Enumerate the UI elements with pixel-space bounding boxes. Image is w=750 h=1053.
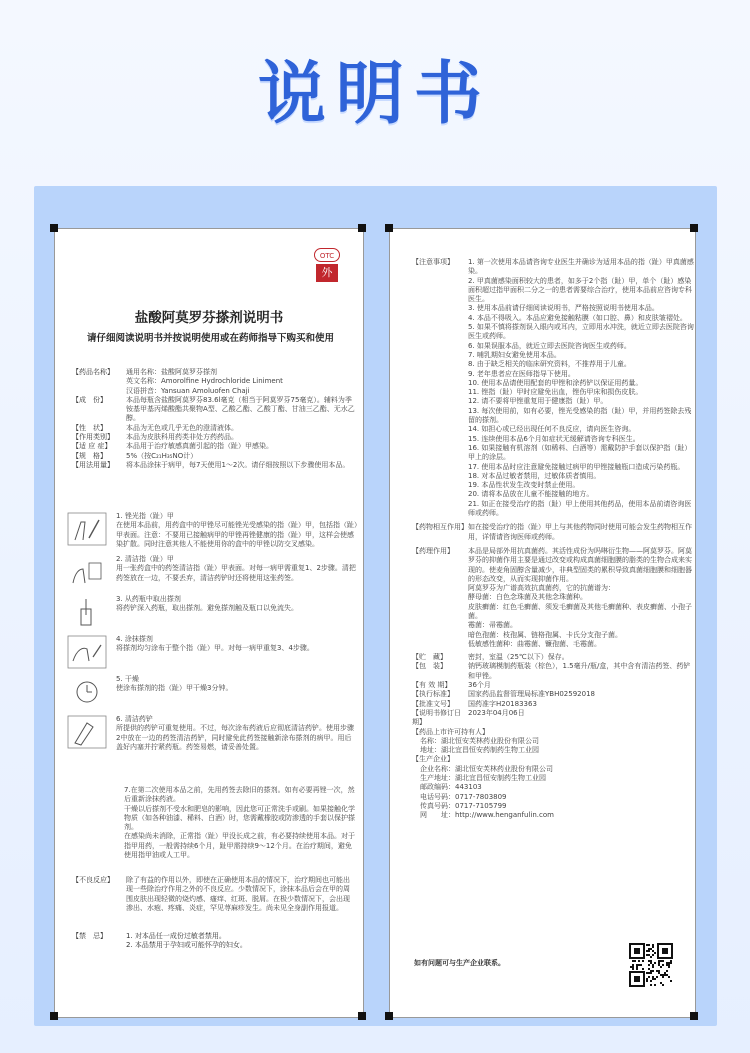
step-text <box>116 512 358 549</box>
precaution-item: 16. 如果接触有机溶剂（如稀料、白酒等）需戴防护手套以保护指（趾）甲上的涂层。 <box>468 443 692 462</box>
usage-step <box>66 555 358 589</box>
precaution-item: 11. 锉指（趾）甲时应避免出血，锉伤甲床和损伤皮肤。 <box>468 388 643 397</box>
manufacturer-line: 企业名称：湖北恒安芙林药业股份有限公司 <box>420 764 553 773</box>
precautions-label: 【注意事项】 <box>412 258 454 266</box>
precautions-value <box>468 258 694 518</box>
right-page-content <box>412 258 694 821</box>
precaution-item: 15. 连续使用本品6个月如症状无缓解请咨询专科医生。 <box>468 434 640 443</box>
package-value <box>468 662 694 681</box>
info-label: 【药品名称】 <box>72 368 114 376</box>
revision <box>412 709 694 728</box>
standard-value <box>468 690 694 699</box>
otc-badge <box>314 248 340 284</box>
info-row <box>72 396 356 424</box>
revision-text: 2023年04月06日 <box>468 708 525 717</box>
info-label: 【作用类别】 <box>72 433 114 442</box>
usage-step <box>66 715 358 752</box>
usage-step <box>66 512 358 549</box>
adverse-text: 除了有益的作用以外，即使在正确使用本品的情况下，治疗期间也可能出现一些除治疗作用之外的不良反应。少数情况下，涂抹本品后会在甲的周围皮肤出现轻微的烧灼感、瘙痒、红斑、脱屑。在极少数情况下，会出现渗出、水疱、疼痛、炎症，罕见荨麻疹发生。尚未见全身副作用报道。 <box>126 876 350 912</box>
approval-text: 国药准字H20183363 <box>468 699 537 708</box>
usage-note: 在感染尚未消除，正常指（趾）甲没长成之前，有必要持续使用本品。对于指甲用药，一般需持续6个月，趾甲需持续9～12个月。在治疗期间，避免使用指甲油或人工甲。 <box>124 832 355 860</box>
contact-note: 如有问题可与生产企业联系。 <box>414 959 505 967</box>
pharmacology-line: 本品是局部外用抗真菌药。其活性成份为吗啉衍生物——阿莫罗芬。阿莫罗芬的抑菌作用主要是通过改变或构成真菌细胞膜的脂类的生物合成来实现的。使麦角固醇含量减少，非典型固类的累积导致真菌细胞膜和细胞器的形态改变，从而实现抑菌作用。 <box>468 546 692 583</box>
standard-text: 国家药品监督管理局标准YBH02592018 <box>468 690 595 699</box>
usage-step <box>66 635 358 669</box>
crop-mark <box>385 224 393 232</box>
precaution-item: 8. 由于缺乏相关的临床研究资料，不推荐用于儿童。 <box>468 360 631 369</box>
precaution-item: 9. 老年患者应在医师指导下使用。 <box>468 369 575 378</box>
approval <box>412 700 694 709</box>
leaflet-title: 盐酸阿莫罗芬搽剂说明书 <box>134 310 284 326</box>
manufacturer-line: 传真号码：0717-7105799 <box>420 801 507 810</box>
drug-info-fields <box>72 368 356 470</box>
holder-label: 【药品上市许可持有人】 <box>412 727 489 736</box>
precaution-item: 1. 第一次使用本品请咨询专业医生并确诊为适用本品的指（趾）甲真菌感染。 <box>468 258 694 276</box>
step-body: 在使用本品前，用药盒中的甲锉尽可能锉光受感染的指（趾）甲，包括指（趾）甲表面。注意：不要用已接触病甲的甲锉再锉健康的指（趾）甲，这样会使感染扩散。同时注意其他人不能使用你的盒中的甲锉以防交叉感染。 <box>116 521 358 548</box>
step-title: 5. 干燥 <box>116 675 139 684</box>
adverse-label: 【不良反应】 <box>72 876 114 884</box>
page-title: 说明书 <box>257 55 492 134</box>
validity-label: 【有 效 期】 <box>412 681 452 690</box>
usage-notes <box>124 786 356 860</box>
precaution-item: 2. 甲真菌感染面积较大的患者，如多于2个指（趾）甲，单个（趾）感染面积超过指甲面积二分之一的患者需要综合治疗，使用本品前应咨询专科医生。 <box>468 276 692 304</box>
contra-line: 1. 对本品任一成份过敏者禁用。 <box>126 932 226 940</box>
crop-mark <box>50 1012 58 1020</box>
pharmacology-line: 霉菌：帚霉菌。 <box>468 621 517 630</box>
validity-value <box>468 681 694 690</box>
storage-label: 【贮 藏】 <box>412 653 447 662</box>
precaution-item: 20. 请将本品放在儿童不能接触的地方。 <box>468 490 594 499</box>
manufacturer-line: 网 址：http://www.henganfulin.com <box>420 811 554 820</box>
crop-mark <box>690 1012 698 1020</box>
pharmacology-line: 低敏感性菌种：曲霉菌、镰孢菌、毛霉菌。 <box>468 639 601 648</box>
pharmacology <box>412 547 694 649</box>
step-title: 2. 清洁指（趾）甲 <box>116 555 174 564</box>
drying-timer-icon <box>66 675 108 709</box>
external-use-label: 外 <box>316 264 338 282</box>
precaution-item: 18. 对本品过敏者禁用，过敏体质者慎用。 <box>468 471 601 480</box>
interactions <box>412 523 694 542</box>
nail-file-icon <box>66 512 108 546</box>
info-label: 【用法用量】 <box>72 460 114 469</box>
otc-label: OTC <box>314 248 340 262</box>
precaution-item: 6. 如果误服本品，就近立即去医院咨询医生或药师。 <box>468 341 631 350</box>
usage-note: 干燥以后搽剂不受水和肥皂的影响，因此您可正常洗手或刷。如果接触化学物质（如各种油漆、稀料、白酒）时，您需戴橡胶或防渗透的手套以保护搽剂。 <box>124 804 355 832</box>
info-row <box>72 442 356 451</box>
manufacturer-line: 生产地址：湖北宜昌恒安制药生物工业园 <box>420 774 546 783</box>
usage-step <box>66 675 358 709</box>
step-title: 6. 清洁药铲 <box>116 715 153 724</box>
crop-mark <box>358 224 366 232</box>
step-text <box>116 635 358 669</box>
usage-step <box>66 595 358 629</box>
info-label: 【性 状】 <box>72 423 107 432</box>
pharmacology-line: 阿莫罗芬为广谱高效抗真菌药，它的抗菌谱为： <box>468 584 615 593</box>
precaution-item: 13. 每次使用前，如有必要，锉光受感染的指（趾）甲，并用药签除去残留的搽剂。 <box>468 406 692 425</box>
step-body: 将搽剂均匀涂布于整个指（趾）甲。对每一病甲重复3、4步骤。 <box>116 644 314 653</box>
info-row <box>72 424 356 433</box>
crop-mark <box>358 1012 366 1020</box>
interactions-label: 【药物相互作用】 <box>412 523 468 532</box>
step-text <box>116 595 358 629</box>
crop-mark <box>690 224 698 232</box>
approval-label: 【批准文号】 <box>412 699 454 708</box>
info-value <box>126 396 356 424</box>
pharmacology-line: 酵母菌：白色念珠菌及其他念珠菌种。 <box>468 593 587 602</box>
precaution-item: 10. 使用本品请使用配套的甲锉和涂药铲以保证用药量。 <box>468 378 643 387</box>
qr-code-icon <box>628 942 674 988</box>
usage-note: 7.在第二次使用本品之前，先用药签去除旧的搽剂。如有必要再锉一次，然后重新涂抹药液。 <box>124 786 355 804</box>
pharmacology-line: 暗色孢菌：枝孢属、链格孢属、卡氏分支孢子菌。 <box>468 630 622 639</box>
info-label: 【适 应 症】 <box>72 442 112 451</box>
info-row <box>72 433 356 442</box>
holder-line: 名称：湖北恒安芙林药业股份有限公司 <box>420 736 539 745</box>
info-line: 本品为皮肤科用药类非处方药药品。 <box>126 433 238 442</box>
info-value <box>126 442 356 451</box>
standard <box>412 690 694 699</box>
crop-mark <box>50 224 58 232</box>
usage-steps <box>66 512 358 758</box>
info-line: 英文名称：Amorolfine Hydrochloride Liniment <box>126 377 283 386</box>
precaution-item: 4. 本品不得吸入。本品应避免接触粘膜（如口腔、鼻）和皮肤皱褶处。 <box>468 313 687 322</box>
info-line: 本品用于治疗敏感真菌引起的指（趾）甲感染。 <box>126 442 273 451</box>
package-text: 钠钙玻璃模制药瓶装（棕色），1.5毫升/瓶/盒，其中含有清洁药签、药铲和甲锉。 <box>468 662 691 680</box>
apply-liniment-icon <box>66 635 108 669</box>
revision-label: 【说明书修订日期】 <box>412 708 461 727</box>
pharmacology-line: 皮肤癣菌：红色毛癣菌、须发毛癣菌及其他毛癣菌种、表皮癣菌、小孢子菌。 <box>468 602 692 620</box>
step-text <box>116 715 358 752</box>
spatula-clean-icon <box>66 715 108 749</box>
crop-mark <box>385 1012 393 1020</box>
info-line: 本品为无色或几乎无色的澄清液体。 <box>126 423 238 432</box>
info-line: 汉语拼音：Yansuan Amoluofen Chaji <box>126 386 250 395</box>
precaution-item: 14. 如担心或已经出现任何不良反应，请向医生咨询。 <box>468 425 636 434</box>
package-label: 【包 装】 <box>412 662 447 671</box>
manufacturer-label: 【生产企业】 <box>412 755 454 764</box>
interactions-text: 如在接受治疗的指（趾）甲上与其他药物同时使用可能会发生药物相互作用，详情请咨询医师或药师。 <box>468 523 692 541</box>
info-row <box>72 452 356 461</box>
info-line: 5%（按C₂₁H₃₅NO计） <box>126 451 198 460</box>
info-value <box>126 433 356 442</box>
precaution-item: 5. 如果不慎将搽剂误入眼内或耳内，立即用水冲洗，就近立即去医院咨询医生或药师。 <box>468 323 694 341</box>
step-body: 将药铲深入药瓶，取出搽剂。避免搽剂触及瓶口以免流失。 <box>116 604 298 613</box>
precautions <box>412 258 694 518</box>
info-value <box>126 368 356 396</box>
holder-line: 地址：湖北宜昌恒安药制药生物工业园 <box>420 746 539 755</box>
step-text <box>116 555 358 589</box>
precaution-item: 21. 如正在接受治疗的指（趾）甲上使用其他药品，使用本品前请咨询医师或药师。 <box>468 499 692 518</box>
contraindications-section <box>72 932 356 951</box>
adverse-section <box>72 876 356 913</box>
info-label: 【成 份】 <box>72 395 107 404</box>
pharmacology-value <box>468 547 694 649</box>
info-value <box>126 424 356 433</box>
liniment-bottle-icon <box>66 595 108 629</box>
info-value <box>126 452 356 461</box>
step-title: 1. 锉光指（趾）甲 <box>116 512 174 520</box>
approval-value <box>468 700 694 709</box>
info-row <box>72 368 356 396</box>
validity-text: 36个月 <box>468 681 491 690</box>
step-text <box>116 675 358 709</box>
info-line: 将本品涂抹于病甲，每7天使用1～2次。请仔细按照以下步骤使用本品。 <box>126 460 350 469</box>
precaution-item: 12. 请不要将甲锉重复用于健康指（趾）甲。 <box>468 397 608 406</box>
standard-label: 【执行标准】 <box>412 690 454 699</box>
step-body: 所提供的药铲可重复使用。不过，每次涂布药液后应彻底清洁药铲。使用步骤2中放在一边的药签清洁药铲，同时避免此药签接触新涂布搽剂的病甲。用后盖好内塞并拧紧药瓶。药签易燃，请妥善处置。 <box>116 724 354 752</box>
manufacturer-line: 邮政编码：443103 <box>420 783 482 792</box>
precaution-item: 3. 使用本品前请仔细阅读说明书，严格按照说明书使用本品。 <box>468 304 659 313</box>
step-title: 3. 从药瓶中取出搽剂 <box>116 595 181 604</box>
precaution-item: 19. 本品性状发生改变时禁止使用。 <box>468 481 580 490</box>
step-body: 使涂布搽剂的指（趾）甲干燥3分钟。 <box>116 684 233 693</box>
precaution-item: 7. 哺乳期妇女避免使用本品。 <box>468 350 561 359</box>
contra-line: 2. 本品禁用于孕妇或可能怀孕的妇女。 <box>126 941 247 950</box>
step-body: 用一张药盒中的药签清洁指（趾）甲表面。对每一病甲需重复1、2步骤。清把药签放在一边，不要丢弃，清洁药铲时还将使用这张药签。 <box>116 564 356 582</box>
precaution-item: 17. 使用本品时应注意避免接触过病甲的甲锉接触瓶口造成污染药瓶。 <box>468 462 685 471</box>
manufacturer-line: 电话号码：0717-7803809 <box>420 792 507 801</box>
validity <box>412 681 694 690</box>
step-title: 4. 涂抹搽剂 <box>116 635 153 644</box>
info-label: 【规 格】 <box>72 451 107 460</box>
info-row <box>72 461 356 470</box>
leaflet-subtitle: 请仔细阅读说明书并按说明使用或在药师指导下购买和使用 <box>86 333 334 344</box>
nail-clean-icon <box>66 555 108 589</box>
storage-text: 密封，室温（25℃以下）保存。 <box>468 653 569 662</box>
revision-value <box>468 709 694 728</box>
pharmacology-label: 【药理作用】 <box>412 546 454 555</box>
contra-label: 【禁 忌】 <box>72 932 107 940</box>
interactions-value <box>468 523 694 542</box>
info-line: 通用名称：盐酸阿莫罗芬搽剂 <box>126 368 217 376</box>
info-line: 本品每瓶含盐酸阿莫罗芬83.6l毫克（相当于阿莫罗芬75毫克）。辅料为季铵基甲基丙烯酸酯共聚物A型、乙酸乙酯、乙酸丁酯、甘油三乙酯、无水乙醇。 <box>126 395 355 423</box>
package <box>412 662 694 681</box>
info-value <box>126 461 356 470</box>
